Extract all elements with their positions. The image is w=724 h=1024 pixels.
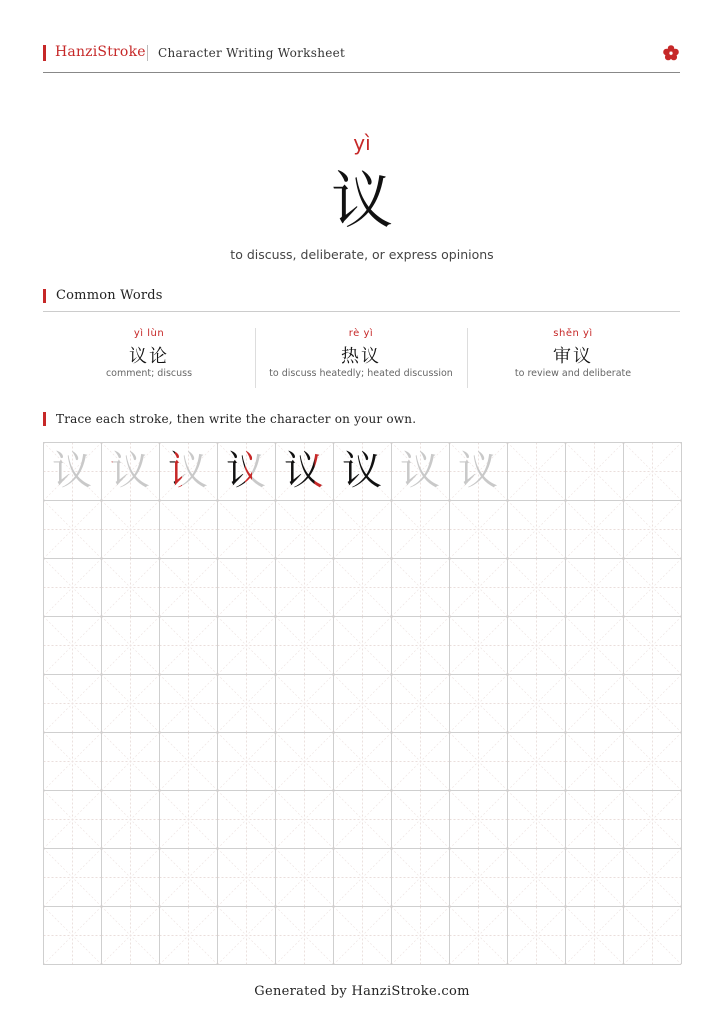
practice-cell-stroke-step[interactable] xyxy=(275,442,333,500)
cell-character: 议 xyxy=(275,442,333,500)
word-pinyin: yì lùn xyxy=(133,328,165,339)
practice-cell-stroke-step[interactable] xyxy=(159,442,217,500)
cell-character: 议 xyxy=(52,448,92,494)
word-hanzi: 审议 xyxy=(553,346,593,367)
worksheet-header xyxy=(43,43,680,63)
practice-cell-trace[interactable] xyxy=(449,442,507,500)
word-pinyin: shěn yì xyxy=(553,328,593,339)
brand-name[interactable]: HanziStroke xyxy=(55,44,146,60)
word-meaning: comment; discuss xyxy=(105,368,193,379)
common-words-list xyxy=(43,328,680,388)
character-pinyin: yì xyxy=(353,131,371,155)
section-title: Common Words xyxy=(56,288,163,303)
header-subtitle: Character Writing Worksheet xyxy=(158,46,346,60)
word-item xyxy=(43,328,255,388)
brand-accent-bar xyxy=(43,45,46,61)
word-meaning: to review and deliberate xyxy=(514,368,632,379)
cell-character: 议 xyxy=(101,442,159,500)
word-item xyxy=(467,328,679,388)
common-words-heading xyxy=(43,288,443,304)
word-pinyin: rè yì xyxy=(348,328,374,339)
word-meaning: to discuss heatedly; heated discussion xyxy=(269,368,453,379)
cell-character: 议 xyxy=(217,442,275,500)
practice-cell-stroke-step[interactable] xyxy=(333,442,391,500)
practice-cell-stroke-step[interactable] xyxy=(101,442,159,500)
footer-credit: Generated by HanziStroke.com xyxy=(254,984,470,999)
grid-lines xyxy=(43,442,682,965)
word-hanzi: 热议 xyxy=(341,346,381,367)
word-hanzi: 议论 xyxy=(129,346,169,367)
practice-heading xyxy=(43,411,543,427)
header-separator xyxy=(147,45,148,61)
character-hanzi: 议 xyxy=(330,164,393,237)
practice-cell-trace[interactable] xyxy=(391,442,449,500)
practice-cell-stroke-step[interactable] xyxy=(217,442,275,500)
practice-cell-ghost[interactable] xyxy=(43,442,101,500)
cell-character: 议 xyxy=(342,448,382,494)
section-divider xyxy=(43,311,680,312)
character-meaning: to discuss, deliberate, or express opinions xyxy=(230,247,494,262)
word-item xyxy=(255,328,467,388)
cell-character: 议 xyxy=(159,442,217,500)
flower-icon xyxy=(662,44,680,62)
section-accent-bar xyxy=(43,412,46,426)
practice-instruction: Trace each stroke, then write the character on your own. xyxy=(56,412,417,426)
cell-character: 议 xyxy=(458,448,498,494)
section-accent-bar xyxy=(43,289,46,303)
header-divider xyxy=(43,72,680,73)
cell-character: 议 xyxy=(400,448,440,494)
practice-grid[interactable] xyxy=(43,442,680,964)
